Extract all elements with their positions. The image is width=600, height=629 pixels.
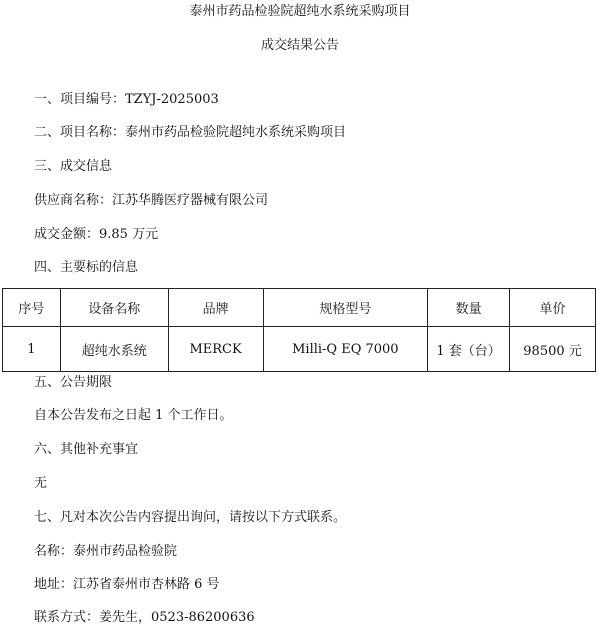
project-name: 二、项目名称：泰州市药品检验院超纯水系统采购项目: [34, 125, 347, 140]
contact-phone: 联系方式：姜先生，0523-86200636: [34, 610, 255, 625]
contact-name: 名称：泰州市药品检验院: [34, 544, 178, 559]
deal-amount: 成交金额：9.85 万元: [34, 227, 159, 242]
main-info-heading: 四、主要标的信息: [34, 260, 139, 275]
contact-heading: 七、凡对本次公告内容提出询问，请按以下方式联系。: [34, 510, 347, 525]
period-heading: 五、公告期限: [34, 375, 113, 390]
table-row: [3, 327, 596, 372]
period-text: 自本公告发布之日起 1 个工作日。: [34, 408, 233, 423]
header-brand: 品牌: [168, 289, 263, 327]
cell-model: Milli-Q EQ 7000: [263, 327, 428, 372]
contact-address: 地址：江苏省泰州市杏林路 6 号: [34, 577, 220, 592]
other-text: 无: [34, 476, 48, 491]
deal-info-heading: 三、成交信息: [34, 159, 113, 174]
header-model: 规格型号: [263, 289, 428, 327]
header-unit-price: 单价: [510, 289, 596, 327]
document-title: 泰州市药品检验院超纯水系统采购项目: [189, 4, 411, 19]
header-index: 序号: [3, 289, 61, 327]
document-subtitle: 成交结果公告: [260, 38, 339, 53]
header-device-name: 设备名称: [60, 289, 168, 327]
cell-quantity: 1 套（台）: [428, 327, 510, 372]
cell-brand: MERCK: [168, 327, 263, 372]
cell-device-name: 超纯水系统: [60, 327, 168, 372]
project-number: 一、项目编号：TZYJ-2025003: [34, 92, 219, 107]
items-table: [2, 288, 596, 372]
cell-index: 1: [3, 327, 61, 372]
table-header-row: [3, 289, 596, 327]
header-quantity: 数量: [428, 289, 510, 327]
supplier-name: 供应商名称：江苏华腾医疗器械有限公司: [34, 193, 269, 208]
other-heading: 六、其他补充事宜: [34, 442, 139, 457]
cell-unit-price: 98500 元: [510, 327, 596, 372]
